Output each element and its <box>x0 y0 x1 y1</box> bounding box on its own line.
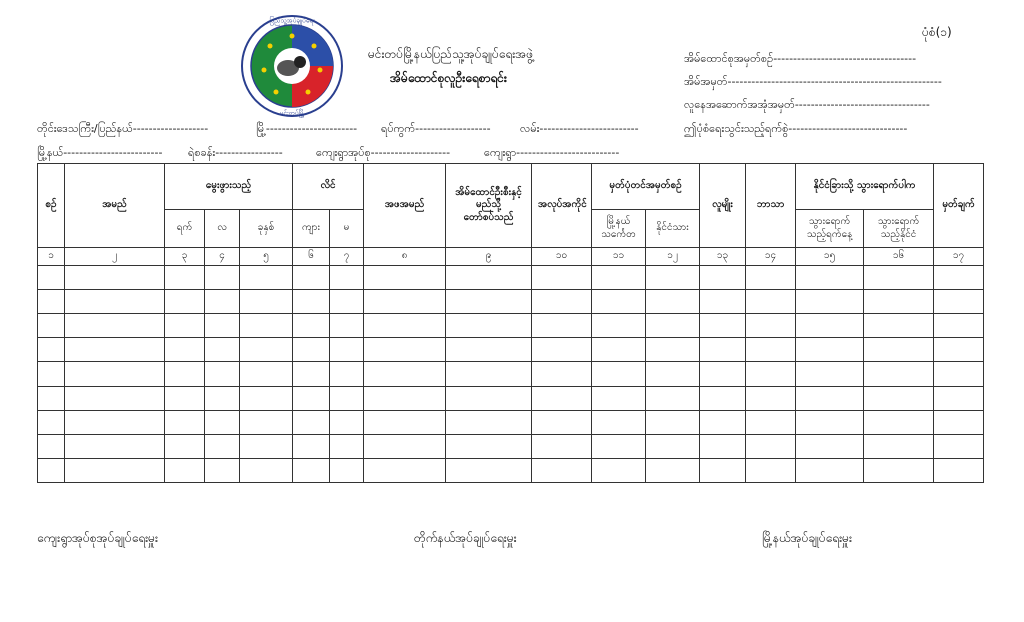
table-cell[interactable] <box>364 338 446 362</box>
table-cell[interactable] <box>646 458 700 482</box>
table-cell[interactable] <box>165 362 205 386</box>
table-cell[interactable] <box>864 314 934 338</box>
table-cell[interactable] <box>864 410 934 434</box>
table-cell[interactable] <box>165 314 205 338</box>
village-label: ကျေးရွာ <box>484 146 517 159</box>
table-cell[interactable] <box>364 362 446 386</box>
table-cell[interactable] <box>796 290 864 314</box>
table-row <box>38 338 984 362</box>
col-id-township-header: မြို့နယ်သင်္ကေတ <box>592 210 646 248</box>
col-month-header: လ <box>205 210 240 248</box>
table-cell[interactable] <box>240 290 293 314</box>
table-cell[interactable] <box>746 410 796 434</box>
table-cell[interactable] <box>796 266 864 290</box>
column-number-cell: ၁၃ <box>700 248 746 266</box>
table-cell[interactable] <box>330 386 364 410</box>
table-cell[interactable] <box>330 290 364 314</box>
region-label: တိုင်းဒေသကြီး/ပြည်နယ် <box>37 122 133 135</box>
table-cell[interactable] <box>592 410 646 434</box>
table-cell[interactable] <box>746 386 796 410</box>
table-cell[interactable] <box>330 410 364 434</box>
table-cell[interactable] <box>165 290 205 314</box>
table-cell[interactable] <box>796 338 864 362</box>
col-remark-header: မှတ်ချက် <box>934 164 984 248</box>
col-name-header: အမည် <box>65 164 165 248</box>
column-number-cell: ၂ <box>65 248 165 266</box>
entry-date-field[interactable]: ဤပုံစံရေးသွင်းသည့်ရက်စွဲ------------------------------ <box>684 122 908 135</box>
table-cell[interactable] <box>532 338 592 362</box>
table-cell[interactable] <box>165 434 205 458</box>
table-cell[interactable] <box>532 434 592 458</box>
table-cell[interactable] <box>700 362 746 386</box>
table-cell[interactable] <box>240 434 293 458</box>
col-race-header: လူမျိုး <box>700 164 746 248</box>
table-cell[interactable] <box>38 362 65 386</box>
table-cell[interactable] <box>38 386 65 410</box>
table-cell[interactable] <box>240 386 293 410</box>
district-field[interactable]: မြို့----------------------- <box>256 122 358 135</box>
table-cell[interactable] <box>165 410 205 434</box>
table-cell[interactable] <box>165 458 205 482</box>
organization-name: မင်းတပ်မြို့နယ်ပြည်သူ့အုပ်ချုပ်ရေးအဖွဲ့ <box>368 47 534 61</box>
table-cell[interactable] <box>446 314 532 338</box>
table-cell[interactable] <box>646 434 700 458</box>
form-number: ပုံစံ(၁) <box>922 25 952 39</box>
table-cell[interactable] <box>293 410 330 434</box>
table-cell[interactable] <box>592 434 646 458</box>
table-cell[interactable] <box>240 458 293 482</box>
table-cell[interactable] <box>864 290 934 314</box>
table-cell[interactable] <box>240 266 293 290</box>
table-cell[interactable] <box>65 290 165 314</box>
house-number-field[interactable]: အိမ်အမှတ်------------------------------------------------------ <box>684 75 942 88</box>
table-cell[interactable] <box>532 362 592 386</box>
table-cell[interactable] <box>65 266 165 290</box>
table-cell[interactable] <box>364 266 446 290</box>
table-cell[interactable] <box>746 434 796 458</box>
table-cell[interactable] <box>446 410 532 434</box>
table-cell[interactable] <box>700 290 746 314</box>
seal-text-bottom: မင်းတပ်မြို့ <box>279 109 305 117</box>
table-cell[interactable] <box>165 386 205 410</box>
table-cell[interactable] <box>205 434 240 458</box>
col-female-header: မ <box>330 210 364 248</box>
table-cell[interactable] <box>446 266 532 290</box>
table-row <box>38 410 984 434</box>
quarter-field[interactable]: ရပ်ကွက်------------------- <box>381 122 491 135</box>
col-relation-header: အိမ်ထောင်ဦးစီးနှင့်မည်သို့တော်စပ်သည် <box>446 164 532 248</box>
table-cell[interactable] <box>934 314 984 338</box>
table-cell[interactable] <box>796 434 864 458</box>
table-cell[interactable] <box>700 410 746 434</box>
table-cell[interactable] <box>864 458 934 482</box>
table-cell[interactable] <box>646 314 700 338</box>
table-cell[interactable] <box>864 362 934 386</box>
village-field[interactable]: ကျေးရွာ-------------------------- <box>484 146 620 159</box>
table-cell[interactable] <box>934 458 984 482</box>
table-cell[interactable] <box>532 290 592 314</box>
township-field[interactable]: မြို့နယ်------------------------- <box>37 146 163 159</box>
col-year-header: ခုနှစ် <box>240 210 293 248</box>
table-cell[interactable] <box>165 266 205 290</box>
column-number-cell: ၆ <box>293 248 330 266</box>
table-cell[interactable] <box>592 314 646 338</box>
page-title: အိမ်ထောင်စုလူဦးရေစာရင်း <box>390 71 507 85</box>
table-cell[interactable] <box>934 434 984 458</box>
table-cell[interactable] <box>38 314 65 338</box>
table-cell[interactable] <box>330 362 364 386</box>
police-station-label: ရဲစခန်း <box>188 146 216 159</box>
column-number-cell: ၁၆ <box>864 248 934 266</box>
table-cell[interactable] <box>293 266 330 290</box>
household-number-label: အိမ်ထောင်စုအမှတ်စဉ် <box>684 52 774 65</box>
household-number-field[interactable]: အိမ်ထောင်စုအမှတ်စဉ်------------------------------------ <box>684 52 917 65</box>
column-number-cell: ၇ <box>330 248 364 266</box>
table-row <box>38 290 984 314</box>
table-cell[interactable] <box>592 266 646 290</box>
district-label: မြို့ <box>256 122 266 135</box>
table-cell[interactable] <box>293 434 330 458</box>
table-cell[interactable] <box>746 362 796 386</box>
table-row <box>38 266 984 290</box>
table-cell[interactable] <box>700 386 746 410</box>
table-cell[interactable] <box>746 338 796 362</box>
table-cell[interactable] <box>205 386 240 410</box>
col-id-citizen-header: နိုင်ငံသား <box>646 210 700 248</box>
table-cell[interactable] <box>934 338 984 362</box>
table-cell[interactable] <box>934 386 984 410</box>
table-cell[interactable] <box>65 338 165 362</box>
table-cell[interactable] <box>330 434 364 458</box>
table-cell[interactable] <box>38 410 65 434</box>
table-cell[interactable] <box>446 386 532 410</box>
township-label: မြို့နယ် <box>37 146 64 159</box>
table-cell[interactable] <box>592 290 646 314</box>
table-cell[interactable] <box>532 386 592 410</box>
table-cell[interactable] <box>293 314 330 338</box>
table-cell[interactable] <box>205 266 240 290</box>
column-number-row <box>38 248 984 266</box>
table-cell[interactable] <box>364 290 446 314</box>
col-father-header: အဖအမည် <box>364 164 446 248</box>
table-cell[interactable] <box>65 362 165 386</box>
table-cell[interactable] <box>700 434 746 458</box>
table-cell[interactable] <box>796 386 864 410</box>
table-cell[interactable] <box>446 338 532 362</box>
table-cell[interactable] <box>330 266 364 290</box>
household-register-table <box>37 163 984 483</box>
table-cell[interactable] <box>364 386 446 410</box>
street-field[interactable]: လမ်း------------------------- <box>520 122 639 135</box>
col-male-header: ကျား <box>293 210 330 248</box>
table-cell[interactable] <box>240 314 293 338</box>
col-abroad-country-header: သွားရောက်သည့်နိုင်ငံ <box>864 210 934 248</box>
table-cell[interactable] <box>330 458 364 482</box>
table-cell[interactable] <box>796 458 864 482</box>
village-tract-field[interactable]: ကျေးရွာအုပ်စု-------------------- <box>316 146 451 159</box>
col-day-header: ရက် <box>165 210 205 248</box>
table-cell[interactable] <box>746 458 796 482</box>
col-id-header: မှတ်ပုံတင်အမှတ်စဉ် <box>592 164 700 210</box>
col-gender-header: လိင် <box>293 164 364 210</box>
table-cell[interactable] <box>934 266 984 290</box>
table-cell[interactable] <box>205 362 240 386</box>
column-number-cell: ၄ <box>205 248 240 266</box>
table-cell[interactable] <box>934 362 984 386</box>
table-cell[interactable] <box>700 266 746 290</box>
table-cell[interactable] <box>205 338 240 362</box>
table-cell[interactable] <box>532 410 592 434</box>
table-row <box>38 434 984 458</box>
column-number-cell: ၈ <box>364 248 446 266</box>
column-number-cell: ၁၄ <box>746 248 796 266</box>
table-cell[interactable] <box>364 434 446 458</box>
table-cell[interactable] <box>65 458 165 482</box>
table-cell[interactable] <box>796 410 864 434</box>
table-cell[interactable] <box>446 290 532 314</box>
table-cell[interactable] <box>532 266 592 290</box>
table-cell[interactable] <box>38 266 65 290</box>
table-cell[interactable] <box>646 362 700 386</box>
quarter-label: ရပ်ကွက် <box>381 122 416 135</box>
village-tract-label: ကျေးရွာအုပ်စု <box>316 146 371 159</box>
table-cell[interactable] <box>864 338 934 362</box>
col-abroad-date-header: သွားရောက်သည့်ရက်နေ့ <box>796 210 864 248</box>
table-cell[interactable] <box>65 314 165 338</box>
table-cell[interactable] <box>293 458 330 482</box>
table-cell[interactable] <box>65 386 165 410</box>
organization-seal <box>240 14 344 118</box>
table-cell[interactable] <box>364 458 446 482</box>
building-number-field[interactable]: လူနေအဆောက်အအုံအမှတ်---------------------------------- <box>684 98 930 111</box>
table-cell[interactable] <box>38 458 65 482</box>
table-cell[interactable] <box>446 434 532 458</box>
table-row <box>38 386 984 410</box>
column-number-cell: ၁၇ <box>934 248 984 266</box>
table-cell[interactable] <box>293 290 330 314</box>
house-number-label: အိမ်အမှတ် <box>684 75 728 88</box>
table-cell[interactable] <box>864 386 934 410</box>
col-abroad-header: နိုင်ငံခြားသို့ သွားရောက်ပါက <box>796 164 934 210</box>
table-cell[interactable] <box>205 458 240 482</box>
street-label: လမ်း <box>520 122 540 135</box>
column-number-cell: ၉ <box>446 248 532 266</box>
table-cell[interactable] <box>446 362 532 386</box>
table-cell[interactable] <box>65 410 165 434</box>
column-number-cell: ၁၁ <box>592 248 646 266</box>
table-cell[interactable] <box>592 386 646 410</box>
table-cell[interactable] <box>592 338 646 362</box>
table-cell[interactable] <box>293 338 330 362</box>
table-cell[interactable] <box>38 290 65 314</box>
table-cell[interactable] <box>934 410 984 434</box>
table-cell[interactable] <box>165 338 205 362</box>
table-cell[interactable] <box>330 314 364 338</box>
col-serial-header: စဉ် <box>38 164 65 248</box>
table-cell[interactable] <box>700 314 746 338</box>
table-cell[interactable] <box>364 314 446 338</box>
table-cell[interactable] <box>592 362 646 386</box>
column-number-cell: ၁၂ <box>646 248 700 266</box>
signature-village-tract-admin: ကျေးရွာအုပ်စုအုပ်ချုပ်ရေးမှူး <box>37 531 159 545</box>
col-occupation-header: အလုပ်အကိုင် <box>532 164 592 248</box>
column-number-cell: ၃ <box>165 248 205 266</box>
table-cell[interactable] <box>796 314 864 338</box>
table-cell[interactable] <box>293 386 330 410</box>
table-cell[interactable] <box>293 362 330 386</box>
table-cell[interactable] <box>38 338 65 362</box>
table-cell[interactable] <box>205 314 240 338</box>
column-number-cell: ၅ <box>240 248 293 266</box>
table-cell[interactable] <box>646 338 700 362</box>
region-field[interactable]: တိုင်းဒေသကြီး/ပြည်နယ်------------------- <box>37 122 209 135</box>
table-cell[interactable] <box>330 338 364 362</box>
entry-date-label: ဤပုံစံရေးသွင်းသည့်ရက်စွဲ <box>684 122 789 135</box>
table-cell[interactable] <box>746 290 796 314</box>
police-station-field[interactable]: ရဲစခန်း----------------- <box>188 146 283 159</box>
col-dob-header: မွေးဖွားသည့် <box>165 164 293 210</box>
table-cell[interactable] <box>205 290 240 314</box>
table-cell[interactable] <box>796 362 864 386</box>
signature-township-admin: မြို့နယ်အုပ်ချုပ်ရေးမှူး <box>762 531 853 545</box>
column-number-cell: ၁ <box>38 248 65 266</box>
table-cell[interactable] <box>205 410 240 434</box>
table-cell[interactable] <box>240 410 293 434</box>
table-cell[interactable] <box>746 314 796 338</box>
table-row <box>38 314 984 338</box>
table-cell[interactable] <box>240 362 293 386</box>
table-cell[interactable] <box>746 266 796 290</box>
col-religion-header: ဘာသာ <box>746 164 796 248</box>
signature-ward-admin: တိုက်နယ်အုပ်ချုပ်ရေးမှူး <box>414 531 517 545</box>
table-cell[interactable] <box>592 458 646 482</box>
column-number-cell: ၁၅ <box>796 248 864 266</box>
table-row <box>38 362 984 386</box>
table-cell[interactable] <box>864 434 934 458</box>
table-cell[interactable] <box>864 266 934 290</box>
table-cell[interactable] <box>646 386 700 410</box>
table-cell[interactable] <box>532 314 592 338</box>
building-number-label: လူနေအဆောက်အအုံအမှတ် <box>684 98 795 111</box>
column-number-cell: ၁၀ <box>532 248 592 266</box>
table-cell[interactable] <box>646 410 700 434</box>
table-cell[interactable] <box>65 434 165 458</box>
table-cell[interactable] <box>700 458 746 482</box>
table-cell[interactable] <box>934 290 984 314</box>
table-cell[interactable] <box>364 410 446 434</box>
table-cell[interactable] <box>532 458 592 482</box>
table-cell[interactable] <box>240 338 293 362</box>
table-cell[interactable] <box>646 290 700 314</box>
seal-text-top: ပြည်သူ့အုပ်ချုပ်ရေး <box>269 16 315 25</box>
table-cell[interactable] <box>446 458 532 482</box>
table-row <box>38 458 984 482</box>
table-cell[interactable] <box>646 266 700 290</box>
table-cell[interactable] <box>38 434 65 458</box>
table-cell[interactable] <box>700 338 746 362</box>
